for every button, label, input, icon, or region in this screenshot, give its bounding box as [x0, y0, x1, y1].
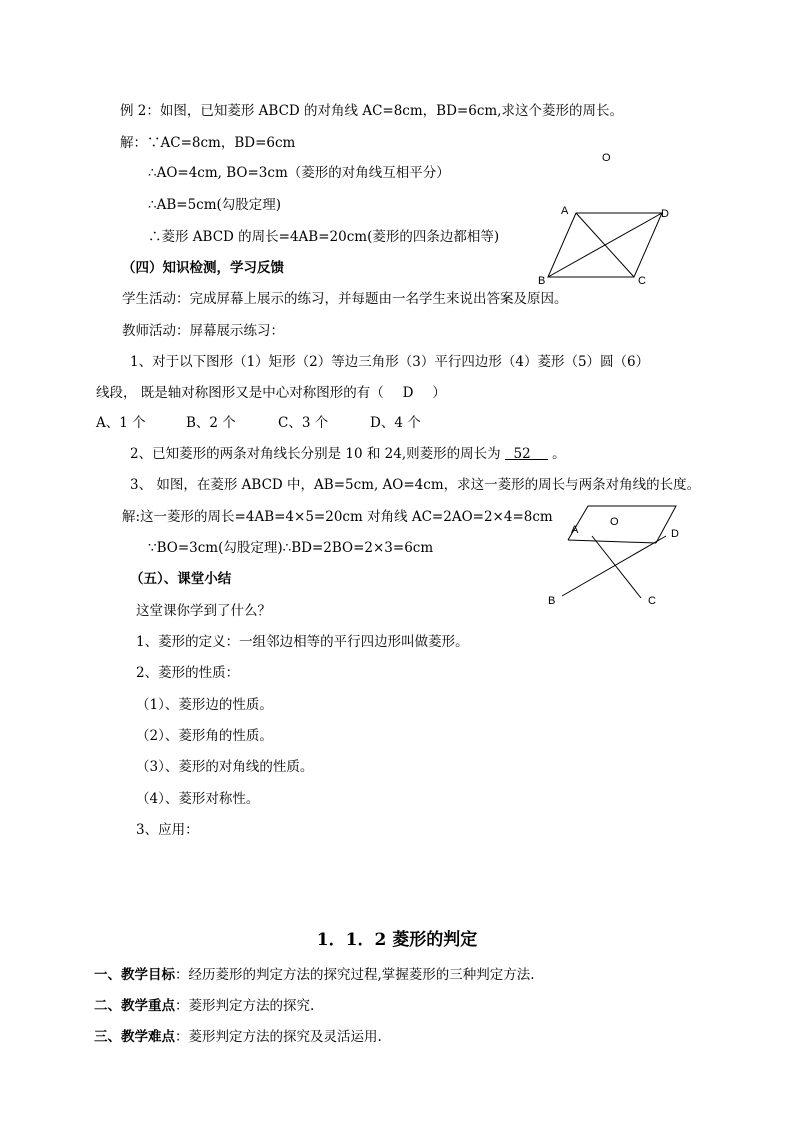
example2-solution-head: 解：∵AC=8cm，BD=6cm: [120, 135, 296, 151]
figure1-label-o: O: [602, 152, 611, 164]
teaching-key-point: [94, 997, 314, 1015]
question1-option-b: B、2 个: [186, 415, 236, 431]
figure2-label-c: C: [648, 595, 656, 607]
summary-item2: 2、菱形的性质：: [136, 665, 240, 681]
example2-solution-line2: ∴AB=5cm(勾股定理): [148, 197, 282, 213]
question1-option-d: D、4 个: [370, 415, 421, 431]
summary-sub1: （1）、菱形边的性质。: [136, 697, 273, 713]
summary-sub3: （3）、菱形的对角线的性质。: [136, 759, 314, 775]
summary-sub2: （2）、菱形角的性质。: [136, 728, 273, 744]
example2-solution-line3: ∴菱形 ABCD 的周长=4AB=20cm(菱形的四条边都相等): [148, 229, 500, 245]
figure2-diagonal-bd: [562, 536, 666, 596]
question3: 3、 如图，在菱形 ABCD 中，AB=5cm, AO=4cm，求这一菱形的周长与两条对角线的长度。: [130, 477, 701, 493]
figure1-label-b: B: [538, 275, 546, 287]
teaching-goal-label: 一、教学目标: [94, 967, 175, 983]
figure2-label-d: D: [671, 528, 679, 540]
teaching-difficulty: [94, 1028, 382, 1046]
question1-line2: [96, 384, 446, 402]
teaching-difficulty-text: ：菱形判定方法的探究及灵活运用.: [175, 1029, 382, 1045]
section4-teacher-activity: 教师活动：屏幕展示练习：: [122, 323, 284, 339]
question2-text: 2、已知菱形的两条对角线长分别是 10 和 24,则菱形的周长为: [130, 446, 501, 462]
question1-answer: D: [402, 385, 414, 401]
figure2-label-o: O: [610, 516, 619, 528]
section5-heading: （五）、课堂小结: [130, 571, 232, 587]
figure1-diagonal-bd: [548, 213, 662, 277]
question1-line2-close: ）: [432, 385, 446, 401]
question3-solution-line2: ∵BO=3cm(勾股定理)∴BD=2BO=2×3=6cm: [148, 540, 434, 556]
teaching-goal-text: ：经历菱形的判定方法的探究过程,掌握菱形的三种判定方法.: [175, 967, 535, 983]
figure1-label-a: A: [561, 205, 569, 217]
figure2-label-b: B: [548, 595, 556, 607]
figure1-label-c: C: [638, 275, 646, 287]
question1-line1: 1、对于以下图形（1）矩形（2）等边三角形（3）平行四边形（4）菱形（5）圆（6）: [130, 354, 650, 370]
figure2-diagonal-ac: [592, 536, 641, 598]
question2: [130, 445, 566, 463]
summary-question: 这堂课你学到了什么？: [136, 603, 271, 619]
question2-answer: 52: [504, 446, 548, 462]
example2-question: 例 2：如图，已知菱形 ABCD 的对角线 AC=8cm，BD=6cm,求这个菱形的周长。: [120, 103, 623, 119]
lesson-title: 1．1．2 菱形的判定: [316, 930, 478, 950]
question3-solution-line1: 解:这一菱形的周长=4AB=4×5=20cm 对角线 AC=2AO=2×4=8cm: [122, 509, 553, 525]
question1-option-a: A、1 个: [96, 415, 146, 431]
teaching-difficulty-label: 三、教学难点: [94, 1029, 175, 1045]
rhombus-figure-1: [530, 145, 690, 290]
question1-line2-text: 线段， 既是轴对称图形又是中心对称图形的有（: [96, 385, 384, 401]
teaching-key-label: 二、教学重点: [94, 998, 175, 1014]
teaching-goal: [94, 966, 535, 984]
figure2-rhombus-edges: [568, 506, 676, 543]
summary-item3: 3、应用：: [136, 822, 199, 838]
figure2-label-a: A: [571, 524, 579, 536]
section4-student-activity: 学生活动：完成屏幕上展示的练习，并每题由一名学生来说出答案及原因。: [122, 291, 568, 307]
teaching-key-text: ：菱形判定方法的探究.: [175, 998, 315, 1014]
figure1-label-d: D: [661, 208, 669, 220]
rhombus-figure-2: [540, 498, 700, 613]
figure2-rhombus-base: [568, 540, 656, 543]
summary-sub4: （4）、菱形对称性。: [136, 791, 260, 807]
example2-solution-line1: ∴AO=4cm, BO=3cm（菱形的对角线互相平分）: [148, 165, 450, 181]
summary-item1: 1、菱形的定义：一组邻边相等的平行四边形叫做菱形。: [136, 634, 469, 650]
question1-option-c: C、3 个: [278, 415, 329, 431]
section4-heading: （四）知识检测，学习反馈: [122, 260, 284, 276]
question2-end: 。: [552, 446, 566, 462]
